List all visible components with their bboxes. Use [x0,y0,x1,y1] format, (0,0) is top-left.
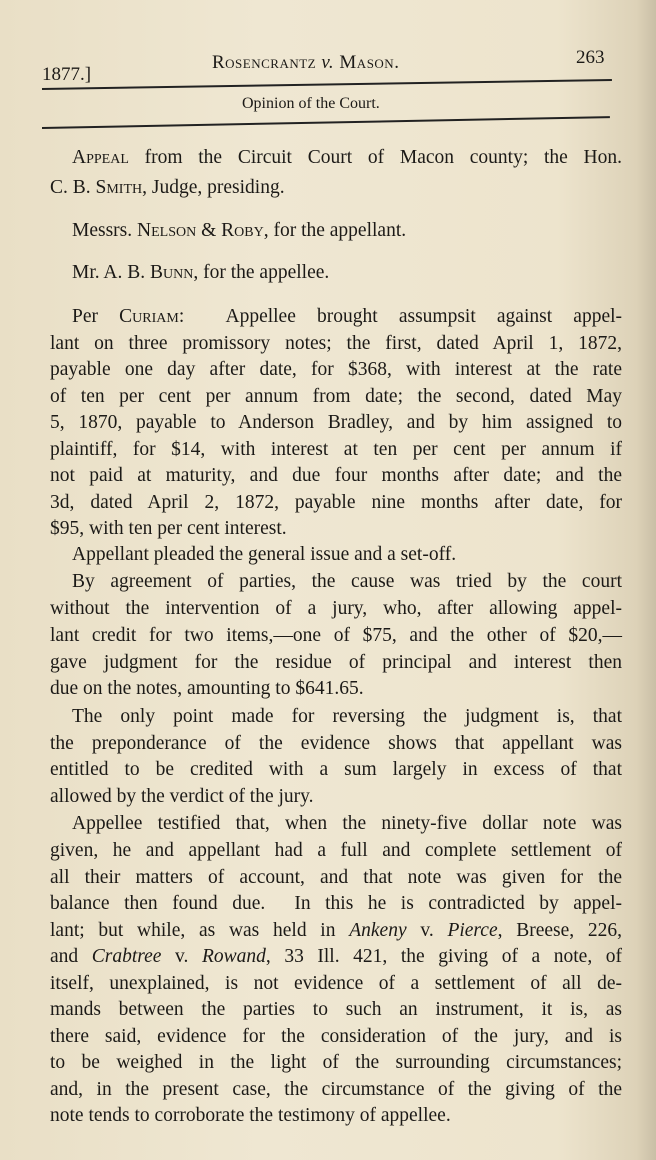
text-segment: C. B. [50,177,96,198]
text-segment: : Appellee brought assumpsit against appel- [178,306,623,327]
header-rule-top [42,79,612,90]
versus: v. [321,52,335,73]
header-rule-bottom [42,116,610,129]
text-line [50,972,622,996]
text-segment: plaintiff, for $14, with interest at ten per cent per annum if [50,439,622,460]
text-line [72,219,622,243]
text-line [72,812,622,836]
text-segment: $95, with ten per cent interest. [50,518,287,539]
text-segment: all their matters of account, and that note was given for the [50,867,622,888]
text-line [72,705,622,729]
text-line [50,517,622,541]
text-segment: and, in the present case, the circumstance of the giving of the [50,1079,622,1100]
text-line [50,358,622,382]
text-segment: By agreement of parties, the cause was tried by the court [72,571,622,592]
small-caps-name: Bunn [150,262,194,283]
text-segment: Appellant pleaded the general issue and a set-off. [72,544,457,565]
text-segment: there said, evidence for the consideration of the jury, and is [50,1026,622,1047]
text-segment: Appellee testified that, when the ninety-five dollar note was [72,813,622,834]
text-segment: The only point made for reversing the judgment is, that [72,706,622,727]
text-segment: , for the appellee. [193,262,330,283]
text-line [50,998,622,1022]
text-line [50,919,622,943]
text-segment: lant; but while, as was held in [50,920,350,941]
page-number: 263 [576,47,605,68]
text-segment: 3d, dated April 2, 1872, payable nine months after date, for [50,492,622,513]
text-segment: mands between the parties to such an instrument, it is, as [50,999,622,1020]
text-line [72,261,622,285]
text-segment: lant credit for two items,—one of $75, and the other of $20,— [50,625,622,646]
text-segment: itself, unexplained, is not evidence of a settlement of all de- [50,973,622,994]
text-segment: 5, 1870, payable to Anderson Bradley, and by him assigned to [50,412,622,433]
text-line [50,839,622,863]
text-line [50,332,622,356]
text-segment: v. [161,946,202,967]
text-line [50,624,622,648]
text-line [50,945,622,969]
text-line [50,1104,622,1128]
text-segment: Mr. A. B. [72,262,151,283]
text-segment: Messrs. [72,220,138,241]
text-segment: Per [72,306,120,327]
small-caps-name: Smith [95,177,143,198]
text-line [72,570,622,594]
text-segment: to be weighed in the light of the surrounding circumstances; [50,1052,622,1073]
text-line [50,651,622,675]
text-line [50,438,622,462]
text-segment: due on the notes, amounting to $641.65. [50,678,364,699]
text-line [50,1078,622,1102]
text-segment: gave judgment for the residue of principal and interest then [50,652,622,673]
text-line [50,758,622,782]
text-segment: , Judge, presiding. [142,177,285,198]
text-line [50,785,622,809]
case-name: Rowand [201,946,266,967]
section-subtitle: Opinion of the Court. [242,95,380,112]
small-caps-name: Nelson [137,220,197,241]
text-line [50,385,622,409]
text-line [50,176,622,200]
text-line [72,146,622,170]
running-title [212,52,399,74]
text-segment: from the Circuit Court of Macon county; the Hon. [128,147,622,168]
text-line [72,543,622,567]
text-segment: the preponderance of the evidence shows that appellant was [50,733,622,754]
text-segment: , Breese, 226, [497,920,623,941]
text-line [50,491,622,515]
year-label: 1877.] [42,64,92,85]
small-caps-name: Appeal [72,147,129,168]
text-segment: lant on three promissory notes; the first, dated April 1, 1872, [50,333,622,354]
text-segment: without the intervention of a jury, who, after allowing appel- [50,598,622,619]
small-caps-name: Curiam [119,306,179,327]
text-line [72,305,622,329]
text-segment: note tends to corroborate the testimony of appellee. [50,1105,451,1126]
text-segment: , for the appellant. [263,220,407,241]
case-name: Ankeny [349,920,407,941]
text-line [50,866,622,890]
text-segment: & [196,220,222,241]
text-segment: allowed by the verdict of the jury. [50,786,314,807]
text-segment: of ten per cent per annum from date; the second, dated May [50,386,622,407]
text-segment: payable one day after date, for $368, with interest at the rate [50,359,622,380]
text-segment: balance then found due. In this he is contradicted by appel- [50,893,622,914]
text-segment: , 33 Ill. 421, the giving of a note, of [265,946,623,967]
text-line [50,677,622,701]
text-segment: and [50,946,92,967]
text-segment: not paid at maturity, and due four months after date; and the [50,465,622,486]
case-name: Crabtree [91,946,162,967]
text-line [50,732,622,756]
text-line [50,1025,622,1049]
party-b: Mason. [339,52,400,73]
text-line [50,892,622,916]
text-segment: entitled to be credited with a sum largely in excess of that [50,759,622,780]
text-line [50,597,622,621]
case-name: Pierce [447,920,498,941]
text-segment: v. [406,920,448,941]
text-line [50,464,622,488]
party-a: Rosencrantz [212,52,317,73]
text-line [50,411,622,435]
small-caps-name: Roby [221,220,264,241]
text-line [50,1051,622,1075]
text-segment: given, he and appellant had a full and complete settlement of [50,840,622,861]
